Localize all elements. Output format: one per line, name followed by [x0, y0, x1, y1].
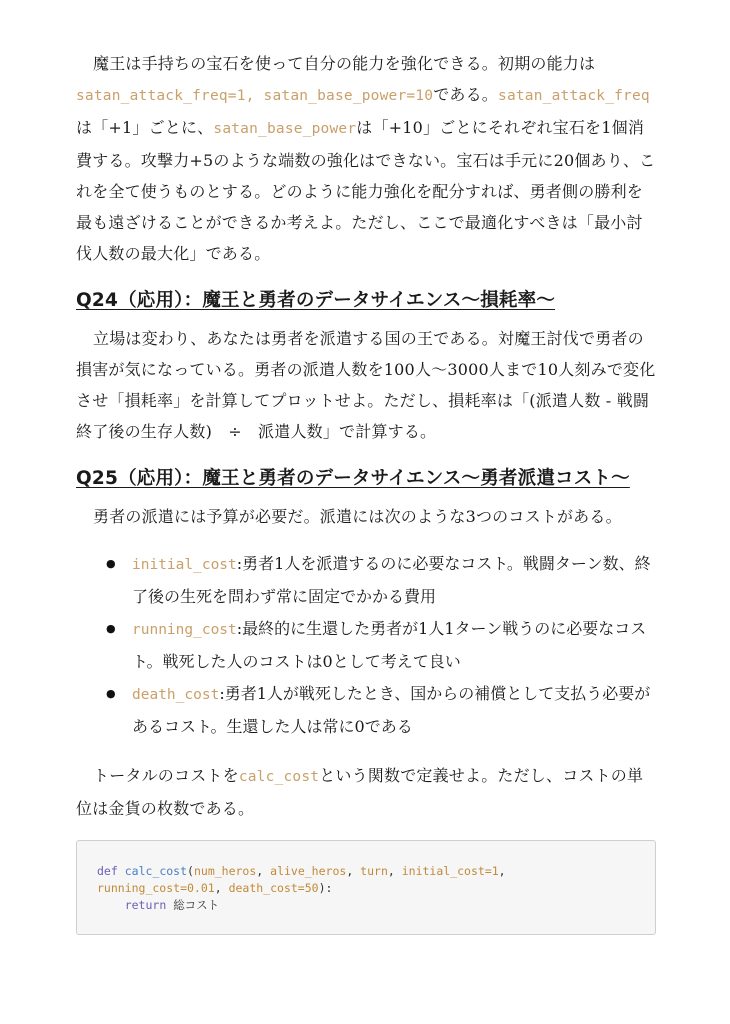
code-param: death_cost=50 — [228, 881, 319, 895]
code-block — [76, 840, 656, 935]
cost-name: initial_cost — [132, 557, 237, 573]
intro-text-3: は「+1」ごとに、 — [76, 118, 214, 137]
cost-list — [76, 548, 656, 742]
cost-description: :勇者1人が戦死したとき、国からの補償として支払う必要があるコスト。生還した人は常に0である — [132, 684, 651, 736]
list-item — [132, 613, 656, 677]
intro-paragraph — [76, 48, 656, 269]
intro-text-2: である。 — [433, 85, 499, 104]
code-sep: , — [346, 864, 361, 878]
q25-heading: Q25（応用）：魔王と勇者のデータサイエンス〜勇者派遣コスト〜 — [76, 468, 630, 489]
closing-text-1: トータルのコストを — [93, 766, 239, 785]
code-sep: , — [214, 881, 229, 895]
code-paren-close: ): — [318, 881, 333, 895]
intro-text-4: は「+10」ごとにそれぞれ宝石を1個消費する。攻撃力+5のような端数の強化はできない。宝石は手元に20個あり、これを全て使うものとする。どのように能力強化を配分すれば、勇者側の勝利を最も遠ざけることができるか考えよ。ただし、ここで最適化すべきは「最小討伐人数の最大化」である。 — [76, 118, 656, 263]
intro-inline-code-3: satan_base_power — [213, 121, 357, 137]
cost-name: running_cost — [132, 622, 237, 638]
closing-paragraph — [76, 760, 656, 824]
intro-inline-code-2: satan_attack_freq — [498, 88, 650, 104]
code-param: alive_heros — [270, 864, 347, 878]
code-paren-open: ( — [187, 864, 194, 878]
document-page — [76, 44, 656, 935]
q24-paragraph: 立場は変わり、あなたは勇者を派遣する国の王である。対魔王討伐で勇者の損害が気になっている。勇者の派遣人数を100人〜3000人まで10人刻みで変化させ「損耗率」を計算してプロットせよ。ただし、損耗率は「(派遣人数 - 戦闘終了後の生存人数) ÷ 派遣人数」で計算する。 — [76, 329, 656, 441]
code-sep: , — [256, 864, 271, 878]
cost-name: death_cost — [132, 687, 220, 703]
list-item — [132, 678, 656, 742]
code-keyword-return: return — [124, 898, 167, 912]
code-keyword-def: def — [97, 864, 118, 878]
code-return-value: 総コスト — [173, 898, 220, 912]
intro-inline-code-1: satan_attack_freq=1, satan_base_power=10 — [76, 88, 434, 104]
list-item — [132, 548, 656, 612]
code-param: running_cost=0.01 — [97, 881, 215, 895]
cost-description: :最終的に生還した勇者が1人1ターン戦うのに必要なコスト。戦死した人のコストは0として考えて良い — [132, 619, 647, 671]
code-param: turn — [360, 864, 388, 878]
code-function-name: calc_cost — [124, 864, 188, 878]
q24-heading: Q24（応用）：魔王と勇者のデータサイエンス〜損耗率〜 — [76, 290, 556, 311]
intro-text-1: 魔王は手持ちの宝石を使って自分の能力を強化できる。初期の能力は — [93, 54, 596, 73]
code-param: initial_cost=1 — [401, 864, 499, 878]
q25-paragraph: 勇者の派遣には予算が必要だ。派遣には次のような3つのコストがある。 — [93, 507, 622, 526]
code-sep: , — [498, 864, 506, 878]
cost-description: :勇者1人を派遣するのに必要なコスト。戦闘ターン数、終了後の生死を問わず常に固定でかかる費用 — [132, 554, 651, 606]
code-sep: , — [387, 864, 402, 878]
code-param: num_heros — [193, 864, 257, 878]
closing-text-2: という関数で定義せよ。ただし、コストの単位は金貨の枚数である。 — [76, 766, 644, 818]
closing-inline-code: calc_cost — [238, 769, 320, 785]
